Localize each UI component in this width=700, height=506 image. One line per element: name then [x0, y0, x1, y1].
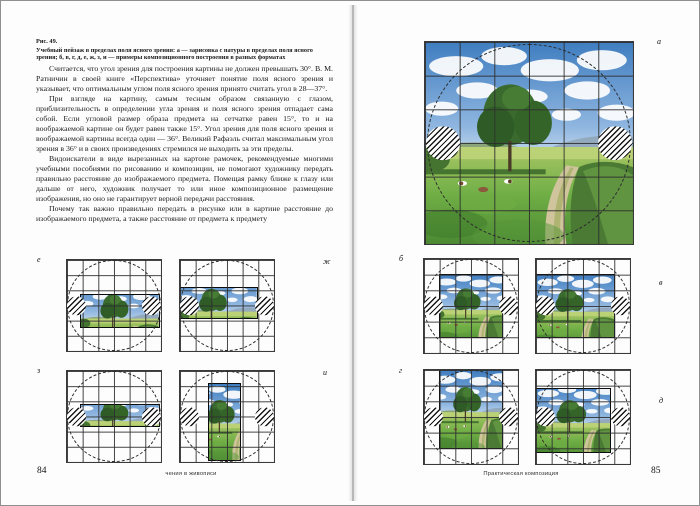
page-spine-divider	[348, 5, 358, 501]
photo-crop-square	[439, 274, 503, 338]
paragraph: При взгляде на картину, самым тесным образом связанную с глазом, приблизительность в определении угла зрения и поля ясного зрения отпадает сама собой. Если угловой размер образа предмета на сетчатке равен 15°, то и на воображаемой картине он будет равен также 15°. Угол зрения для поля ясного зрения и воображаемой картины всегда один — 36°. Великий Рафаэль считал максимальным угол зрения в 36° и в своих произведениях стремился не выходить за эти пределы.	[36, 94, 333, 153]
diagram-label-z: з	[37, 366, 41, 375]
body-text	[36, 64, 333, 224]
diagram-b	[423, 258, 519, 354]
running-footer-right: Практическая композиция	[483, 471, 559, 477]
diagram-i	[179, 370, 275, 463]
diagram-label-e: е	[37, 255, 41, 264]
diagram-v	[535, 258, 631, 354]
diagram-label-a: а	[657, 37, 661, 46]
figure-number: Рис. 49.	[36, 38, 58, 45]
page-number-right: 85	[651, 466, 661, 476]
hatched-circle-right	[611, 296, 630, 315]
page-number-left: 84	[37, 466, 47, 476]
diagram-label-b: б	[399, 254, 404, 263]
diagram-label-zh: ж	[323, 257, 331, 266]
hatched-circle-right	[611, 407, 630, 426]
diagram-g	[423, 369, 519, 465]
paragraph: Видоискатели в виде вырезанных на картоне рамочек, рекомендуемые многими учебными пособиями по рисованию и композиции, не помогают художнику передать правильно расстояние до изображаемого предмета. Помещая рамку ближе к глазу или дальше от него, художник получает то или иное композиционное размещение изображения, но оно не гарантирует верной передачи расстояния.	[36, 154, 333, 203]
running-footer-left: чения в живописи	[165, 471, 217, 477]
diagram-e	[66, 259, 162, 352]
hatched-circle-right	[598, 126, 632, 160]
diagram-label-d: д	[659, 396, 664, 405]
figure-caption-text: Учебный пейзаж в пределах поля ясного зрения: а — зарисовка с натуры в пределах поля ясного зрения; б, в, г, д, е, ж, з, и — примеры композиционного построения в разных форматах	[36, 46, 313, 62]
diagram-label-i: и	[323, 368, 327, 377]
photo-crop-vertical	[208, 383, 242, 461]
hatched-circle-right	[499, 407, 518, 426]
diagram-d	[535, 369, 631, 465]
diagram-zh	[179, 259, 275, 352]
figure-caption	[36, 38, 333, 62]
paragraph: Считается, что угол зрения для построения картины не должен превышать 30°. В. М. Ратничин в своей книге «Перспектива» уточняет понятие поля ясного зрения и указывает, что оптимальным углом поля ясного зрения принято считать угол в 28—37°.	[36, 64, 333, 93]
hatched-circle-right	[255, 407, 274, 426]
hatched-circle-right	[499, 296, 518, 315]
hatched-circle-right	[255, 296, 274, 315]
diagram-z	[66, 370, 162, 463]
photo-crop-portrait	[439, 369, 503, 449]
diagram-label-v: в	[659, 278, 663, 287]
diagram-a-main	[424, 41, 634, 245]
paragraph: Почему так важно правильно передать в рисунке или в картине расстояние до изображаемого предмета, а также расстояние от предмета к предмету	[36, 204, 333, 223]
hatched-circle-left	[180, 407, 199, 426]
diagram-label-g: г	[399, 366, 403, 375]
hatched-circle-left	[426, 126, 460, 160]
